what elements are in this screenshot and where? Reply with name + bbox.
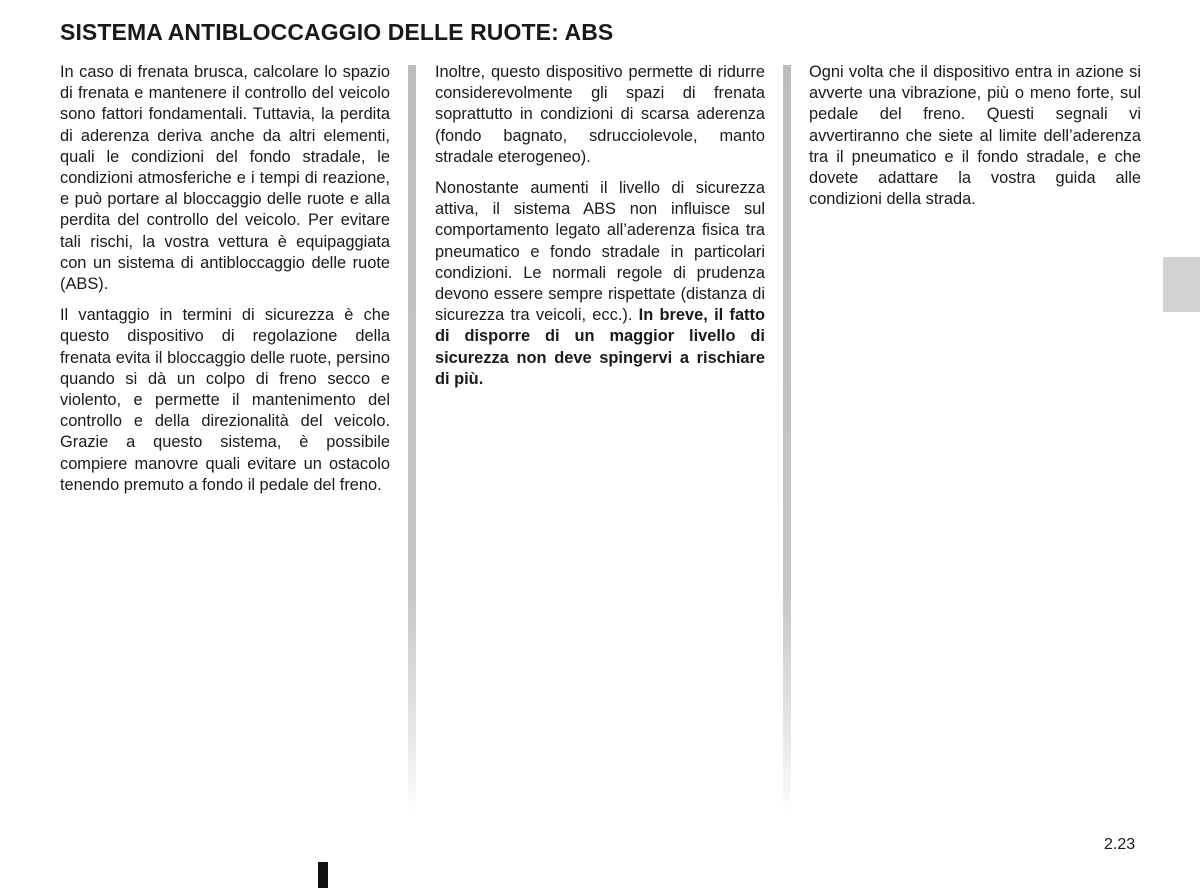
- page-number: 2.23: [1104, 836, 1136, 853]
- text-column-left: [60, 62, 390, 506]
- crop-mark: [318, 862, 328, 888]
- page-title: SISTEMA ANTIBLOCCAGGIO DELLE RUOTE: ABS: [60, 19, 614, 45]
- text-column-middle: [435, 62, 765, 400]
- column-divider: [408, 65, 416, 815]
- bold-warning-text: In breve, il fatto di disporre di un maggior livello di sicurezza non deve spingervi a rischiare di più.: [435, 306, 765, 388]
- paragraph: Il vantaggio in termini di sicurezza è che questo dispositivo di regolazione della frenata evita il bloccaggio delle ruote, persino quando si dà un colpo di freno secco e violento, e permette il mantenimento del controllo e della direzionalità del veicolo. Grazie a questo sistema, è possibile compiere manovre quali evitare un ostacolo tenendo premuto a fondo il pedale del freno.: [60, 306, 390, 494]
- paragraph: [435, 178, 765, 390]
- paragraph: In caso di frenata brusca, calcolare lo spazio di frenata e mantenere il controllo del veicolo sono fattori fondamentali. Tuttavia, la perdita di aderenza deriva anche da altri elementi, quali le condizioni del fondo stradale, le condizioni atmosferiche e i tempi di reazione, e può portare al bloccaggio delle ruote e alla perdita del controllo del veicolo. Per evitare tali rischi, la vostra vettura è equipaggiata con un sistema di antibloccaggio delle ruote (ABS).: [60, 63, 390, 294]
- text-column-right: [809, 62, 1141, 220]
- section-tab-marker: [1163, 257, 1200, 312]
- paragraph-text: Nonostante aumenti il livello di sicurezza attiva, il sistema ABS non influisce sul comportamento legato all’aderenza fisica tra pneumatico e fondo stradale in particolari condizioni. Le normali regole di prudenza devono essere sempre rispettate (distanza di sicurezza tra veicoli, ecc.).: [435, 179, 765, 325]
- paragraph: Inoltre, questo dispositivo permette di ridurre considerevolmente gli spazi di frenata soprattutto in condizioni di scarsa aderenza (fondo bagnato, sdrucciolevole, manto stradale eterogeneo).: [435, 63, 765, 166]
- paragraph: Ogni volta che il dispositivo entra in azione si avverte una vibrazione, più o meno forte, sul pedale del freno. Questi segnali vi avvertiranno che siete al limite dell’aderenza tra il pneumatico e il fondo stradale, e che dovete adattare la vostra guida alle condizioni della strada.: [809, 63, 1141, 209]
- column-divider: [783, 65, 791, 815]
